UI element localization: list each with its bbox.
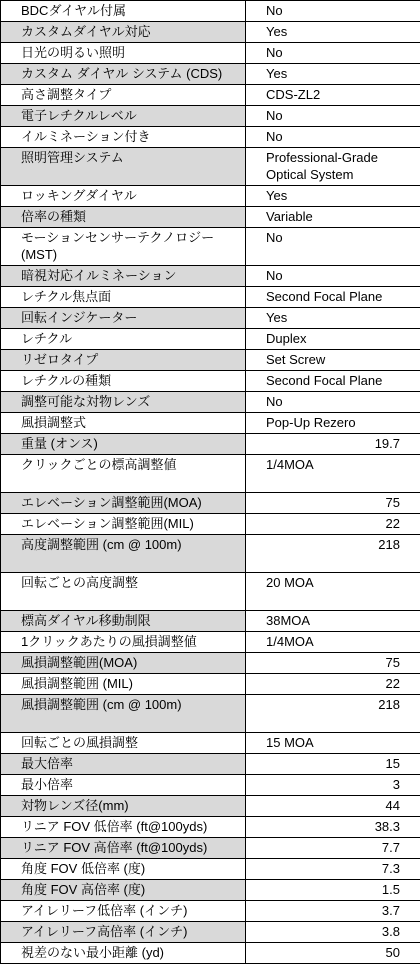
spec-value: No [246,266,420,287]
spec-value: 75 [246,493,420,514]
spec-value: 15 [246,754,420,775]
table-row [1,392,420,413]
spec-label: レチクル焦点面 [1,287,246,308]
spec-value: 7.7 [246,838,420,859]
table-row [1,859,420,880]
spec-label: 回転ごとの高度調整 [1,573,246,611]
spec-label: 角度 FOV 高倍率 (度) [1,880,246,901]
spec-label: 風損調整範囲(MOA) [1,653,246,674]
spec-label: イルミネーション付き [1,127,246,148]
spec-value: Second Focal Plane [246,287,420,308]
spec-value: 7.3 [246,859,420,880]
spec-label: エレベーション調整範囲(MOA) [1,493,246,514]
spec-value: 3.7 [246,901,420,922]
table-row [1,207,420,228]
spec-label: 対物レンズ径(mm) [1,796,246,817]
table-row [1,653,420,674]
spec-value: Yes [246,22,420,43]
spec-value: No [246,127,420,148]
table-row [1,695,420,733]
table-row [1,287,420,308]
spec-value: 44 [246,796,420,817]
table-row [1,413,420,434]
spec-value: No [246,228,420,266]
spec-label: レチクル [1,329,246,350]
spec-label: 標高ダイヤル移動制限 [1,611,246,632]
spec-value: 75 [246,653,420,674]
table-row [1,880,420,901]
table-row [1,674,420,695]
spec-label: 風損調整範囲 (cm @ 100m) [1,695,246,733]
spec-value: No [246,1,420,22]
table-row [1,106,420,127]
spec-value: Professional-Grade Optical System [246,148,420,186]
spec-label: 倍率の種類 [1,207,246,228]
table-row [1,329,420,350]
spec-value: Set Screw [246,350,420,371]
spec-label: レチクルの種類 [1,371,246,392]
spec-value: 3.8 [246,922,420,943]
table-row [1,754,420,775]
spec-value: 22 [246,674,420,695]
spec-label: リニア FOV 低倍率 (ft@100yds) [1,817,246,838]
table-row [1,1,420,22]
table-row [1,838,420,859]
table-row [1,85,420,106]
spec-value: Variable [246,207,420,228]
spec-label: 回転ごとの風損調整 [1,733,246,754]
table-row [1,775,420,796]
spec-label: BDCダイヤル付属 [1,1,246,22]
table-row [1,350,420,371]
spec-value: No [246,392,420,413]
table-row [1,573,420,611]
spec-label: モーションセンサーテクノロジー (MST) [1,228,246,266]
spec-label: ロッキングダイヤル [1,186,246,207]
spec-label: 照明管理システム [1,148,246,186]
table-row [1,371,420,392]
table-row [1,186,420,207]
spec-label: アイレリーフ低倍率 (インチ) [1,901,246,922]
spec-label: エレベーション調整範囲(MIL) [1,514,246,535]
spec-label: カスタムダイヤル対応 [1,22,246,43]
table-row [1,228,420,266]
spec-value: 50 [246,943,420,964]
spec-label: リニア FOV 高倍率 (ft@100yds) [1,838,246,859]
spec-value: Yes [246,64,420,85]
spec-label: アイレリーフ高倍率 (インチ) [1,922,246,943]
table-row [1,514,420,535]
spec-label: 日光の明るい照明 [1,43,246,64]
spec-label: 電子レチクルレベル [1,106,246,127]
table-row [1,64,420,85]
spec-label: 調整可能な対物レンズ [1,392,246,413]
spec-label: 風損調整式 [1,413,246,434]
spec-label: 暗視対応イルミネーション [1,266,246,287]
spec-value: 38MOA [246,611,420,632]
table-row [1,943,420,964]
spec-label: リゼロタイプ [1,350,246,371]
spec-value: Second Focal Plane [246,371,420,392]
spec-label: 高度調整範囲 (cm @ 100m) [1,535,246,573]
spec-label: 風損調整範囲 (MIL) [1,674,246,695]
spec-label: クリックごとの標高調整値 [1,455,246,493]
spec-label: 最小倍率 [1,775,246,796]
spec-table-body [1,1,420,964]
spec-value: 3 [246,775,420,796]
spec-value: 1/4MOA [246,632,420,653]
spec-label: 最大倍率 [1,754,246,775]
spec-value: No [246,43,420,64]
table-row [1,455,420,493]
spec-value: CDS-ZL2 [246,85,420,106]
spec-value: 19.7 [246,434,420,455]
table-row [1,817,420,838]
table-row [1,266,420,287]
spec-label: 回転インジケーター [1,308,246,329]
table-row [1,733,420,754]
spec-value: 22 [246,514,420,535]
table-row [1,493,420,514]
table-row [1,901,420,922]
spec-label: 1クリックあたりの風損調整値 [1,632,246,653]
table-row [1,22,420,43]
spec-value: Yes [246,308,420,329]
table-row [1,148,420,186]
spec-label: 高さ調整タイプ [1,85,246,106]
spec-label: カスタム ダイヤル システム (CDS) [1,64,246,85]
spec-value: 1.5 [246,880,420,901]
spec-value: 20 MOA [246,573,420,611]
spec-value: 218 [246,695,420,733]
table-row [1,796,420,817]
spec-value: 15 MOA [246,733,420,754]
table-row [1,535,420,573]
spec-value: 1/4MOA [246,455,420,493]
spec-label: 角度 FOV 低倍率 (度) [1,859,246,880]
table-row [1,922,420,943]
spec-value: Duplex [246,329,420,350]
table-row [1,127,420,148]
spec-value: No [246,106,420,127]
table-row [1,434,420,455]
table-row [1,43,420,64]
spec-value: Yes [246,186,420,207]
spec-value: 218 [246,535,420,573]
table-row [1,632,420,653]
spec-value: 38.3 [246,817,420,838]
table-row [1,611,420,632]
spec-label: 重量 (オンス) [1,434,246,455]
spec-label: 視差のない最小距離 (yd) [1,943,246,964]
table-row [1,308,420,329]
spec-value: Pop-Up Rezero [246,413,420,434]
